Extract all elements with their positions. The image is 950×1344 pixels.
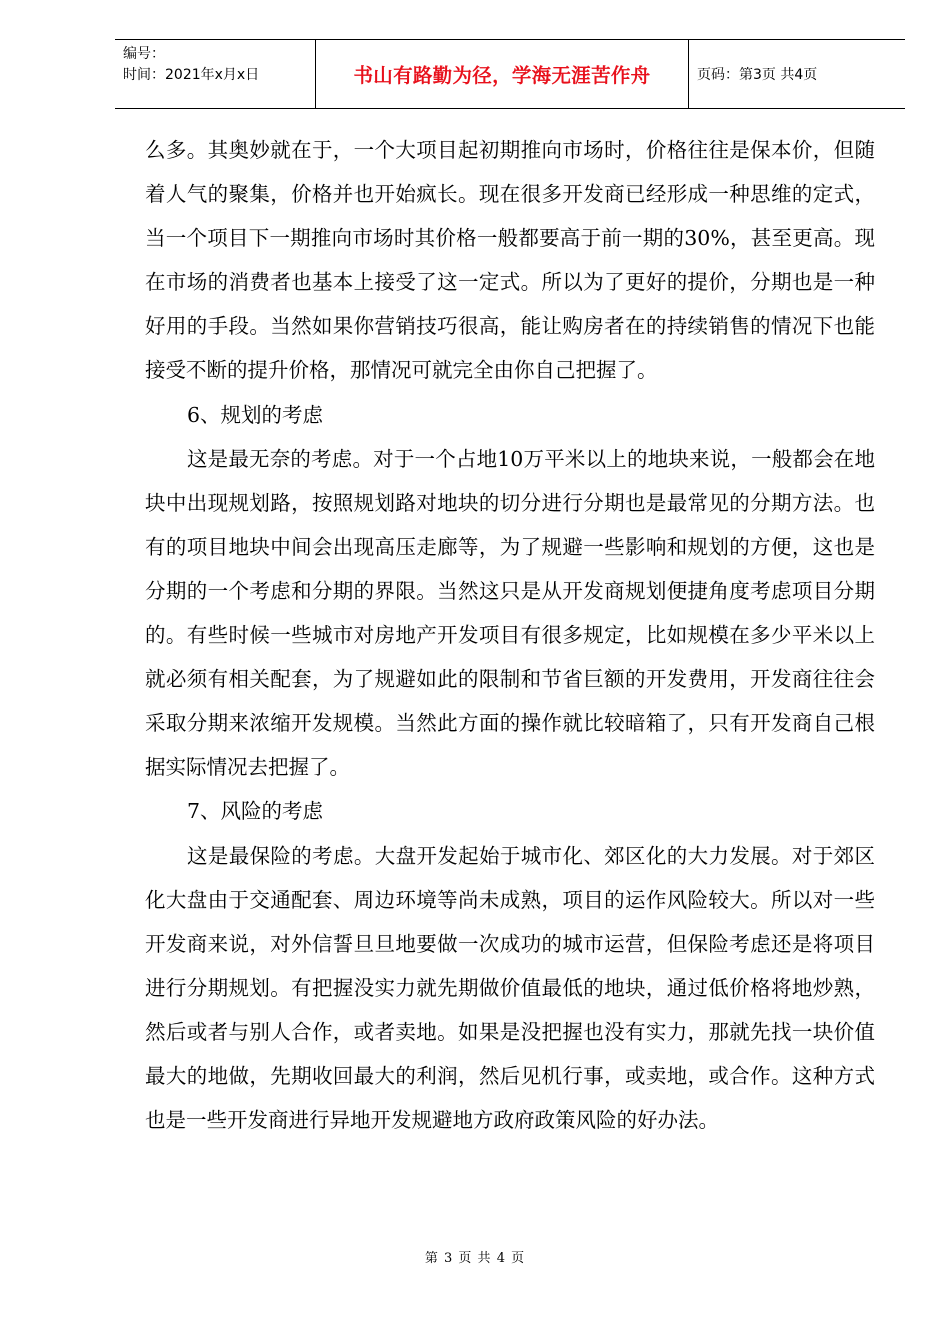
document-body bbox=[145, 128, 875, 1142]
number-label: 编号： bbox=[123, 46, 165, 62]
paragraph-risk: 这是最保险的考虑。大盘开发起始于城市化、郊区化的大力发展。对于郊区化大盘由于交通配套、周边环境等尚未成熟，项目的运作风险较大。所以对一些开发商来说，对外信誓旦旦地要做一次成功的城市运营，但保险考虑还是将项目进行分期规划。有把握没实力就先期做价值最低的地块，通过低价格将地炒熟，然后或者与别人合作，或者卖地。如果是没把握也没有实力，那就先找一块价值最大的地做，先期收回最大的利润，然后见机行事，或卖地，或合作。这种方式也是一些开发商进行异地开发规避地方政府政策风险的好办法。 bbox=[145, 843, 875, 1133]
header-motto: 书山有路勤为径，学海无涯苦作舟 bbox=[316, 40, 689, 108]
time-label: 时间：2021年x月x日 bbox=[123, 67, 260, 83]
paragraph-continuation: 么多。其奥妙就在于，一个大项目起初期推向市场时，价格往往是保本价，但随着人气的聚集，价格并也开始疯长。现在很多开发商已经形成一种思维的定式，当一个项目下一期推向市场时其价格一般都要高于前一期的30%，甚至更高。现在市场的消费者也基本上接受了这一定式。所以为了更好的提价，分期也是一种好用的手段。当然如果你营销技巧很高，能让购房者在的持续销售的情况下也能接受不断的提升价格，那情况可就完全由你自己把握了。 bbox=[145, 138, 875, 383]
header-meta bbox=[115, 40, 316, 108]
page-footer: 第 3 页 共 4 页 bbox=[424, 1251, 526, 1266]
page-header bbox=[115, 39, 905, 109]
section-heading-planning: 6、规划的考虑 bbox=[187, 402, 324, 427]
paragraph-planning: 这是最无奈的考虑。对于一个占地10万平米以上的地块来说，一般都会在地块中出现规划路，按照规划路对地块的切分进行分期也是最常见的分期方法。也有的项目地块中间会出现高压走廊等，为了规避一些影响和规划的方便，这也是分期的一个考虑和分期的界限。当然这只是从开发商规划便捷角度考虑项目分期的。有些时候一些城市对房地产开发项目有很多规定，比如规模在多少平米以上就必须有相关配套，为了规避如此的限制和节省巨额的开发费用，开发商往往会采取分期来浓缩开发规模。当然此方面的操作就比较暗箱了，只有开发商自己根据实际情况去把握了。 bbox=[145, 446, 875, 780]
section-heading-risk: 7、风险的考虑 bbox=[187, 799, 324, 824]
header-page-label: 页码：第3页 共4页 bbox=[697, 67, 818, 83]
